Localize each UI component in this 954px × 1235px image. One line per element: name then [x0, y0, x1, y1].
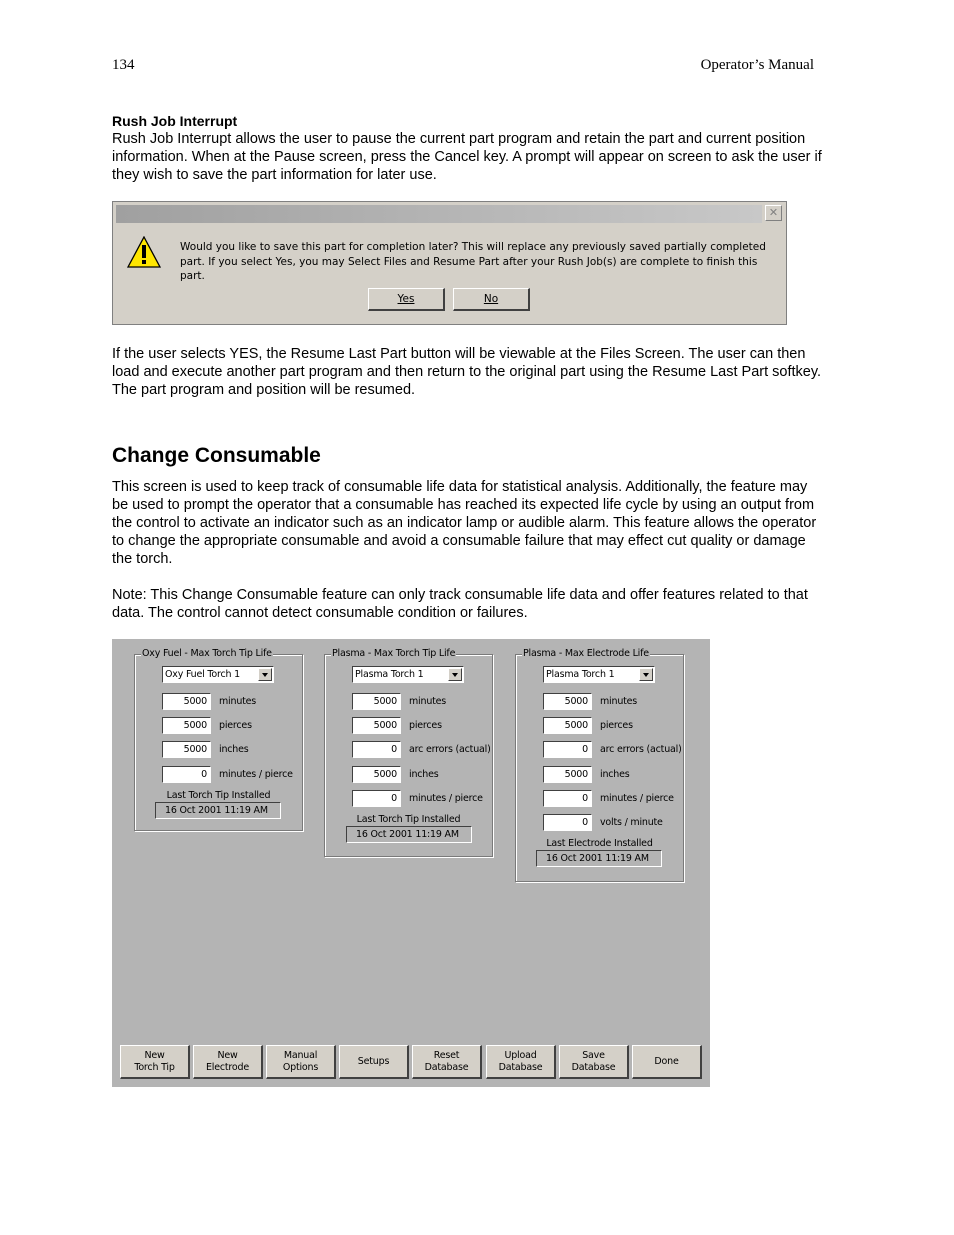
rush-job-after: If the user selects YES, the Resume Last Part button will be viewable at the Files Screen. The user can then load and execute another part program and then return to the original part using the Resume Last Part softkey. The part program and position will be resumed.	[112, 346, 822, 398]
manual-options-button[interactable]	[266, 1045, 336, 1079]
minutes-per-pierce-field[interactable]: 0	[162, 766, 211, 783]
change-consumable-heading: Change Consumable	[112, 444, 321, 467]
minutes-field[interactable]: 5000	[543, 693, 592, 710]
torch-select-value: Plasma Torch 1	[355, 669, 424, 680]
softkey-line1: Upload	[504, 1049, 537, 1061]
minutes-field[interactable]: 5000	[162, 693, 211, 710]
arc-errors-field[interactable]: 0	[352, 741, 401, 758]
softkey-line1: Manual	[283, 1049, 318, 1061]
pierces-label: pierces	[219, 720, 252, 731]
torch-select[interactable]	[352, 666, 464, 683]
softkey-line1: Reset	[433, 1049, 460, 1061]
plasma-electrode-group	[515, 648, 684, 882]
softkey-line1: New	[144, 1049, 165, 1061]
minutes-per-pierce-label: minutes / pierce	[409, 793, 483, 804]
minutes-label: minutes	[409, 696, 447, 707]
last-installed-label: Last Torch Tip Installed	[166, 790, 271, 801]
volts-per-minute-field[interactable]: 0	[543, 814, 592, 831]
softkey-line1: New	[217, 1049, 238, 1061]
softkey-line2: Options	[282, 1061, 319, 1073]
volts-per-minute-label: volts / minute	[600, 817, 663, 828]
no-button[interactable]: No	[453, 288, 530, 311]
softkey-line2: Database	[498, 1061, 543, 1073]
minutes-field[interactable]: 5000	[352, 693, 401, 710]
chevron-down-icon[interactable]	[639, 668, 653, 681]
save-part-dialog	[112, 201, 787, 325]
torch-select[interactable]	[543, 666, 655, 683]
softkey-line2: Torch Tip	[134, 1061, 175, 1073]
softkey-line2: Electrode	[205, 1061, 250, 1073]
inches-field[interactable]: 5000	[352, 766, 401, 783]
minutes-per-pierce-field[interactable]: 0	[543, 790, 592, 807]
torch-select-value: Plasma Torch 1	[546, 669, 615, 680]
inches-label: inches	[409, 769, 439, 780]
minutes-per-pierce-field[interactable]: 0	[352, 790, 401, 807]
inches-field[interactable]: 5000	[543, 766, 592, 783]
minutes-per-pierce-label: minutes / pierce	[219, 769, 293, 780]
yes-button[interactable]: Yes	[368, 288, 445, 311]
rush-job-heading: Rush Job Interrupt	[112, 113, 238, 129]
softkey-line1: Done	[654, 1055, 679, 1067]
pierces-field[interactable]: 5000	[543, 717, 592, 734]
plasma-tip-group	[324, 648, 493, 857]
last-installed-date: 16 Oct 2001 11:19 AM	[346, 826, 472, 843]
new-torch-tip-button[interactable]	[120, 1045, 190, 1079]
chevron-down-icon[interactable]	[448, 668, 462, 681]
minutes-label: minutes	[600, 696, 638, 707]
inches-label: inches	[600, 769, 630, 780]
setups-button[interactable]	[339, 1045, 409, 1079]
arc-errors-label: arc errors (actual)	[409, 744, 491, 755]
softkey-line2: Database	[424, 1061, 469, 1073]
torch-select-value: Oxy Fuel Torch 1	[165, 669, 241, 680]
change-consumable-note: Note: This Change Consumable feature can only track consumable life data and offer features related to that data. The control cannot detect consumable condition or failures.	[112, 587, 808, 621]
last-installed-date: 16 Oct 2001 11:19 AM	[155, 802, 281, 819]
change-consumable-description: This screen is used to keep track of consumable life data for statistical analysis. Additionally, the feature may be used to prompt the operator that a consumable has reached its expected life cycle by using an output from the control to activate an indicator such as an indicator lamp or audible alarm. This feature allows the operator to change the appropriate consumable and avoid a consumable failure that may effect cut quality or damage the torch.	[112, 479, 817, 567]
softkey-line1: Setups	[357, 1055, 390, 1067]
close-icon[interactable]: ✕	[765, 205, 782, 221]
upload-database-button[interactable]	[486, 1045, 556, 1079]
group-title: Plasma - Max Torch Tip Life	[332, 648, 456, 659]
pierces-field[interactable]: 5000	[162, 717, 211, 734]
manual-title: Operator’s Manual	[700, 57, 814, 73]
oxy-fuel-group	[134, 648, 303, 831]
last-installed-label: Last Electrode Installed	[546, 838, 653, 849]
pierces-field[interactable]: 5000	[352, 717, 401, 734]
dialog-titlebar	[116, 205, 762, 223]
torch-select[interactable]	[162, 666, 274, 683]
save-database-button[interactable]	[559, 1045, 629, 1079]
group-title: Oxy Fuel - Max Torch Tip Life	[142, 648, 272, 659]
dialog-message: Would you like to save this part for completion later? This will replace any previously saved partially completed part. If you select Yes, you may Select Files and Resume Part after your Rush Job(s) are complete to finish this part.	[180, 241, 766, 282]
arc-errors-field[interactable]: 0	[543, 741, 592, 758]
softkey-line1: Save	[582, 1049, 605, 1061]
minutes-per-pierce-label: minutes / pierce	[600, 793, 674, 804]
reset-database-button[interactable]	[412, 1045, 482, 1079]
last-installed-label: Last Torch Tip Installed	[356, 814, 461, 825]
last-installed-date: 16 Oct 2001 11:19 AM	[536, 850, 662, 867]
page-number: 134	[112, 57, 135, 73]
arc-errors-label: arc errors (actual)	[600, 744, 682, 755]
inches-field[interactable]: 5000	[162, 741, 211, 758]
chevron-down-icon[interactable]	[258, 668, 272, 681]
inches-label: inches	[219, 744, 249, 755]
pierces-label: pierces	[600, 720, 633, 731]
rush-job-intro: Rush Job Interrupt allows the user to pause the current part program and retain the part and current position information. When at the Pause screen, press the Cancel key. A prompt will appear on screen to ask the user if they wish to save the part information for later use.	[112, 131, 822, 183]
group-title: Plasma - Max Electrode Life	[523, 648, 649, 659]
pierces-label: pierces	[409, 720, 442, 731]
done-button[interactable]	[632, 1045, 702, 1079]
change-consumable-screen	[112, 639, 710, 1087]
minutes-label: minutes	[219, 696, 257, 707]
softkey-line2: Database	[571, 1061, 616, 1073]
warning-icon	[127, 236, 161, 268]
new-electrode-button[interactable]	[193, 1045, 263, 1079]
